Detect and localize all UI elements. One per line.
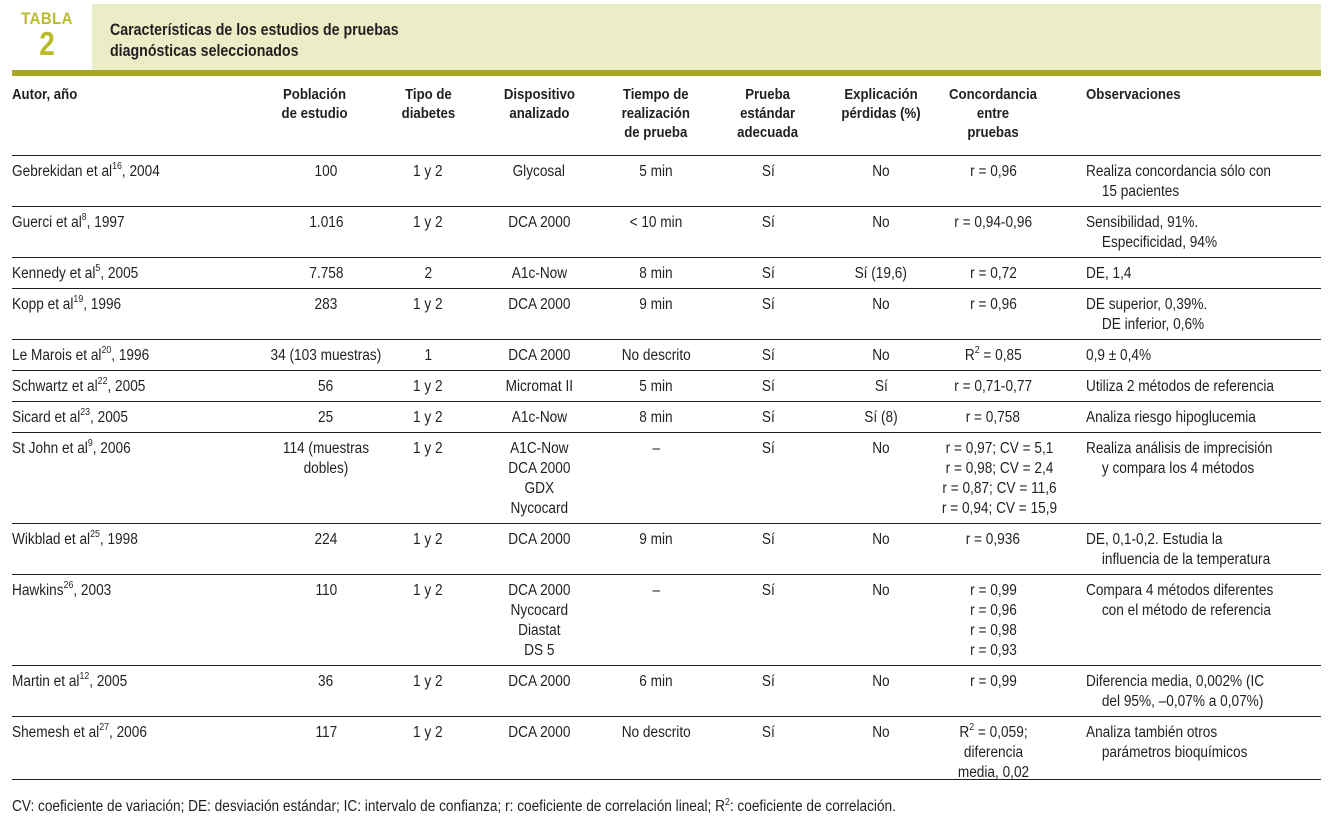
table-header — [12, 76, 1321, 156]
col-header-standard: Prueba estándar adecuada — [737, 86, 799, 141]
table-row — [12, 402, 1321, 433]
table-tag-number: 2 — [39, 25, 55, 62]
study-year: , 2005 — [89, 673, 128, 690]
cell-author — [12, 408, 252, 428]
observations-line: parámetros bioquímicos — [1101, 744, 1248, 761]
concordance-line: r = 0,98; CV = 2,4 — [945, 460, 1054, 477]
cell-time: < 10 min — [629, 214, 683, 231]
cell-diabetes: 1 y 2 — [413, 163, 443, 180]
author-name: Kopp et al — [12, 296, 74, 313]
reference-number: 5 — [95, 262, 101, 274]
cell-observations — [1086, 581, 1320, 621]
cell-time: – — [652, 440, 660, 457]
cell-standard: Sí — [761, 531, 775, 548]
observations-line: Especificidad, 94% — [1101, 234, 1218, 251]
cell-standard: Sí — [761, 673, 775, 690]
study-year: , 2005 — [107, 378, 146, 395]
cell-standard: Sí — [761, 347, 775, 364]
col-header-losses: Explicación pérdidas (%) — [841, 86, 921, 122]
cell-time: 8 min — [639, 409, 673, 426]
device-line: A1C-Now — [509, 440, 569, 457]
cell-observations — [1086, 264, 1320, 284]
cell-time: No descrito — [621, 724, 691, 741]
cell-losses: Sí — [874, 378, 888, 395]
population-line: 117 — [315, 724, 337, 741]
cell-standard: Sí — [761, 378, 775, 395]
cell-observations — [1086, 408, 1320, 428]
cell-concordance — [934, 581, 1052, 661]
cell-author — [12, 581, 252, 601]
reference-number: 22 — [97, 375, 108, 387]
table-row — [12, 258, 1321, 289]
concordance-line: $R^2 = 0,85$ — [964, 344, 1022, 364]
cell-concordance — [934, 530, 1052, 550]
device-line: Glycosal — [512, 163, 566, 180]
concordance-line: r = 0,94; CV = 15,9 — [941, 500, 1058, 517]
cell-device — [478, 723, 600, 743]
cell-population — [244, 213, 408, 233]
cell-losses: No — [872, 582, 890, 599]
cell-author — [12, 162, 252, 182]
cell-observations — [1086, 530, 1320, 570]
observations-line: del 95%, –0,07% a 0,07%) — [1101, 693, 1264, 710]
cell-population — [244, 162, 408, 182]
study-year: , 1998 — [99, 531, 138, 548]
reference-number: 12 — [79, 670, 90, 682]
device-line: DCA 2000 — [507, 673, 571, 690]
concordance-line: r = 0,758 — [965, 409, 1021, 426]
cell-losses: No — [872, 163, 890, 180]
study-year: , 1997 — [86, 214, 125, 231]
device-line: DCA 2000 — [507, 724, 571, 741]
concordance-line: r = 0,98 — [969, 622, 1017, 639]
observations-line: Realiza análisis de imprecisión — [1086, 440, 1273, 457]
population-line: 1.016 — [308, 214, 344, 231]
author-name: Martin et al — [12, 673, 80, 690]
population-line: 224 — [314, 531, 338, 548]
cell-time: 9 min — [639, 296, 673, 313]
cell-standard: Sí — [761, 163, 775, 180]
cell-observations — [1086, 346, 1320, 366]
concordance-line: r = 0,96 — [969, 296, 1017, 313]
concordance-line: diferencia — [963, 744, 1023, 761]
cell-device — [478, 377, 600, 397]
cell-device — [478, 530, 600, 550]
cell-diabetes: 1 y 2 — [413, 214, 443, 231]
reference-number: 20 — [101, 344, 112, 356]
cell-concordance — [934, 408, 1052, 428]
population-line: 110 — [315, 582, 337, 599]
cell-standard: Sí — [761, 724, 775, 741]
cell-population — [244, 581, 408, 601]
col-header-population: Población de estudio — [281, 86, 348, 122]
cell-device — [478, 346, 600, 366]
cell-observations — [1086, 162, 1320, 202]
device-line: DCA 2000 — [507, 460, 571, 477]
cell-author — [12, 346, 252, 366]
cell-standard: Sí — [761, 265, 775, 282]
observations-line: Diferencia media, 0,002% (IC — [1086, 673, 1265, 690]
table-row — [12, 524, 1321, 575]
author-name: Guerci et al — [12, 214, 82, 231]
concordance-line: r = 0,99 — [969, 673, 1017, 690]
cell-author — [12, 264, 252, 284]
device-line: DCA 2000 — [507, 214, 571, 231]
cell-time: 5 min — [639, 163, 673, 180]
reference-number: 8 — [81, 211, 87, 223]
population-line: 34 (103 muestras) — [270, 347, 382, 364]
device-line: Nycocard — [510, 500, 568, 517]
author-name: Hawkins — [12, 582, 64, 599]
table-row — [12, 575, 1321, 666]
cell-time: 9 min — [639, 531, 673, 548]
study-year: , 1996 — [83, 296, 122, 313]
cell-population — [244, 723, 408, 743]
concordance-line: r = 0,96 — [969, 163, 1017, 180]
cell-concordance — [934, 162, 1052, 182]
author-name: Sicard et al — [12, 409, 81, 426]
cell-diabetes: 1 — [424, 347, 432, 364]
author-name: Kennedy et al — [12, 265, 96, 282]
cell-observations — [1086, 439, 1320, 479]
study-year: , 2006 — [108, 724, 147, 741]
cell-concordance — [934, 295, 1052, 315]
cell-population — [244, 264, 408, 284]
study-year: , 2006 — [92, 440, 131, 457]
observations-line: Analiza riesgo hipoglucemia — [1086, 409, 1256, 426]
footnote-text: CV: coeficiente de variación; DE: desviación estándar; IC: intervalo de confianza; r: coeficiente de correlación lineal; R — [12, 798, 725, 815]
cell-author — [12, 295, 252, 315]
study-year: , 2005 — [90, 409, 128, 426]
reference-number: 26 — [63, 579, 74, 591]
cell-population — [244, 346, 408, 366]
device-line: DCA 2000 — [507, 582, 571, 599]
cell-population — [244, 295, 408, 315]
table-row — [12, 433, 1321, 524]
cell-author — [12, 213, 252, 233]
col-header-observations: Observaciones — [1086, 86, 1181, 103]
cell-population — [244, 439, 408, 479]
cell-time: – — [652, 582, 660, 599]
table-row — [12, 717, 1321, 780]
concordance-line: media, 0,02 — [957, 764, 1029, 781]
table-banner — [12, 0, 1321, 70]
cell-concordance — [934, 723, 1052, 783]
cell-device — [478, 295, 600, 315]
reference-number: 16 — [112, 160, 122, 172]
cell-device — [478, 408, 600, 428]
concordance-line: r = 0,72 — [969, 265, 1017, 282]
cell-diabetes: 2 — [424, 265, 432, 282]
population-line: 36 — [318, 673, 334, 690]
cell-standard: Sí — [761, 582, 775, 599]
reference-number: 9 — [87, 437, 93, 449]
cell-time: 6 min — [639, 673, 673, 690]
author-name: Schwartz et al — [12, 378, 98, 395]
table-tag — [12, 0, 92, 70]
cell-device — [478, 672, 600, 692]
study-year: , 2003 — [73, 582, 112, 599]
cell-losses: Sí (8) — [864, 409, 898, 426]
cell-diabetes: 1 y 2 — [413, 673, 443, 690]
cell-time: 5 min — [639, 378, 673, 395]
observations-line: Analiza también otros — [1086, 724, 1218, 741]
cell-time: No descrito — [621, 347, 691, 364]
cell-concordance — [934, 672, 1052, 692]
concordance-line: r = 0,96 — [969, 602, 1017, 619]
cell-author — [12, 377, 252, 397]
cell-author — [12, 723, 252, 743]
cell-observations — [1086, 213, 1320, 253]
cell-diabetes: 1 y 2 — [413, 724, 443, 741]
cell-losses: No — [872, 347, 890, 364]
cell-losses: Sí (19,6) — [854, 265, 908, 282]
cell-diabetes: 1 y 2 — [413, 409, 443, 426]
cell-losses: No — [872, 440, 890, 457]
cell-diabetes: 1 y 2 — [413, 531, 443, 548]
cell-concordance — [934, 377, 1052, 397]
cell-diabetes: 1 y 2 — [413, 296, 443, 313]
table-row — [12, 207, 1321, 258]
device-line: GDX — [524, 480, 554, 497]
cell-author — [12, 530, 252, 550]
cell-population — [244, 408, 408, 428]
cell-observations — [1086, 723, 1320, 763]
observations-line: Realiza concordancia sólo con — [1086, 163, 1272, 180]
observations-line: con el método de referencia — [1101, 602, 1271, 619]
reference-number: 25 — [90, 528, 100, 540]
cell-concordance — [934, 439, 1058, 519]
device-line: DCA 2000 — [507, 347, 571, 364]
observations-line: DE superior, 0,39%. — [1086, 296, 1208, 313]
cell-device — [478, 439, 600, 519]
reference-number: 23 — [80, 406, 91, 418]
concordance-line: r = 0,94-0,96 — [954, 214, 1032, 231]
cell-observations — [1086, 672, 1320, 712]
cell-standard: Sí — [761, 214, 775, 231]
table-row — [12, 289, 1321, 340]
cell-population — [244, 672, 408, 692]
observations-line: 15 pacientes — [1101, 183, 1180, 200]
cell-diabetes: 1 y 2 — [413, 378, 443, 395]
cell-concordance — [934, 346, 1052, 366]
cell-observations — [1086, 377, 1320, 397]
table-row — [12, 666, 1321, 717]
observations-line: DE inferior, 0,6% — [1101, 316, 1205, 333]
concordance-line: r = 0,97; CV = 5,1 — [945, 440, 1054, 457]
observations-line: y compara los 4 métodos — [1101, 460, 1255, 477]
concordance-line: r = 0,936 — [965, 531, 1021, 548]
table-tag-label: TABLA — [21, 9, 73, 28]
study-year: , 1996 — [111, 347, 150, 364]
observations-line: 0,9 ± 0,4% — [1086, 347, 1152, 364]
cell-device — [478, 213, 600, 233]
population-line: 100 — [314, 163, 338, 180]
device-line: Nycocard — [510, 602, 568, 619]
reference-number: 19 — [73, 293, 84, 305]
table-title — [110, 20, 471, 62]
author-name: Wikblad et al — [12, 531, 91, 548]
cell-standard: Sí — [761, 440, 775, 457]
device-line: A1c-Now — [511, 265, 567, 282]
population-line: 7.758 — [308, 265, 344, 282]
cell-standard: Sí — [761, 409, 775, 426]
observations-line: DE, 1,4 — [1086, 265, 1132, 282]
cell-standard: Sí — [761, 296, 775, 313]
reference-number: 27 — [99, 721, 109, 733]
author-name: Le Marois et al — [12, 347, 102, 364]
table-row — [12, 340, 1321, 371]
cell-losses: No — [872, 214, 890, 231]
cell-concordance — [934, 264, 1052, 284]
col-header-device: Dispositivo analizado — [503, 86, 575, 122]
cell-losses: No — [872, 531, 890, 548]
col-header-time: Tiempo de realización de prueba — [621, 86, 691, 141]
author-name: Shemesh et al — [12, 724, 100, 741]
cell-losses: No — [872, 673, 890, 690]
concordance-line: r = 0,71-0,77 — [954, 378, 1032, 395]
study-year: , 2005 — [100, 265, 139, 282]
observations-line: Utiliza 2 métodos de referencia — [1086, 378, 1275, 395]
population-line: dobles) — [303, 460, 349, 477]
study-year: , 2004 — [121, 163, 160, 180]
cell-diabetes: 1 y 2 — [413, 440, 443, 457]
cell-losses: No — [872, 724, 890, 741]
table-title-box — [92, 4, 1321, 70]
concordance-line: $R^2 = 0,059$; — [958, 721, 1028, 741]
cell-author — [12, 439, 252, 459]
population-line: 25 — [318, 409, 334, 426]
observations-line: influencia de la temperatura — [1101, 551, 1271, 568]
observations-line: DE, 0,1-0,2. Estudia la — [1086, 531, 1223, 548]
concordance-line: r = 0,93 — [969, 642, 1017, 659]
cell-device — [478, 264, 600, 284]
cell-device — [478, 581, 600, 661]
cell-time: 8 min — [639, 265, 673, 282]
cell-author — [12, 672, 252, 692]
cell-losses: No — [872, 296, 890, 313]
col-header-concordance: Concordancia entre pruebas — [948, 86, 1038, 141]
cell-population — [244, 530, 408, 550]
table-row — [12, 371, 1321, 402]
population-line: 283 — [314, 296, 338, 313]
device-line: DS 5 — [523, 642, 555, 659]
table-title-line2: diagnósticas seleccionados — [110, 42, 299, 60]
device-line: A1c-Now — [511, 409, 567, 426]
concordance-line: r = 0,87; CV = 11,6 — [942, 480, 1057, 497]
col-header-diabetes: Tipo de diabetes — [401, 86, 455, 122]
cell-device — [478, 162, 600, 182]
col-header-author: Autor, año — [12, 86, 78, 103]
cell-diabetes: 1 y 2 — [413, 582, 443, 599]
table-row — [12, 156, 1321, 207]
device-line: Diastat — [517, 622, 561, 639]
population-line: 56 — [318, 378, 334, 395]
population-line: 114 (muestras — [282, 440, 370, 457]
concordance-line: r = 0,99 — [969, 582, 1017, 599]
cell-population — [244, 377, 408, 397]
cell-concordance — [934, 213, 1052, 233]
footnote-text-end: : coeficiente de correlación. — [729, 798, 896, 815]
table-title-line1: Características de los estudios de pruebas — [110, 21, 399, 39]
author-name: St John et al — [12, 440, 88, 457]
device-line: DCA 2000 — [507, 296, 571, 313]
cell-observations — [1086, 295, 1320, 335]
footnote-superscript: 2 — [724, 796, 730, 808]
device-line: Micromat II — [505, 378, 573, 395]
author-name: Gebrekidan et al — [12, 163, 113, 180]
device-line: DCA 2000 — [507, 531, 571, 548]
table-figure — [12, 0, 1321, 823]
observations-line: Compara 4 métodos diferentes — [1086, 582, 1274, 599]
observations-line: Sensibilidad, 91%. — [1086, 214, 1199, 231]
table-footnote — [12, 797, 1321, 817]
